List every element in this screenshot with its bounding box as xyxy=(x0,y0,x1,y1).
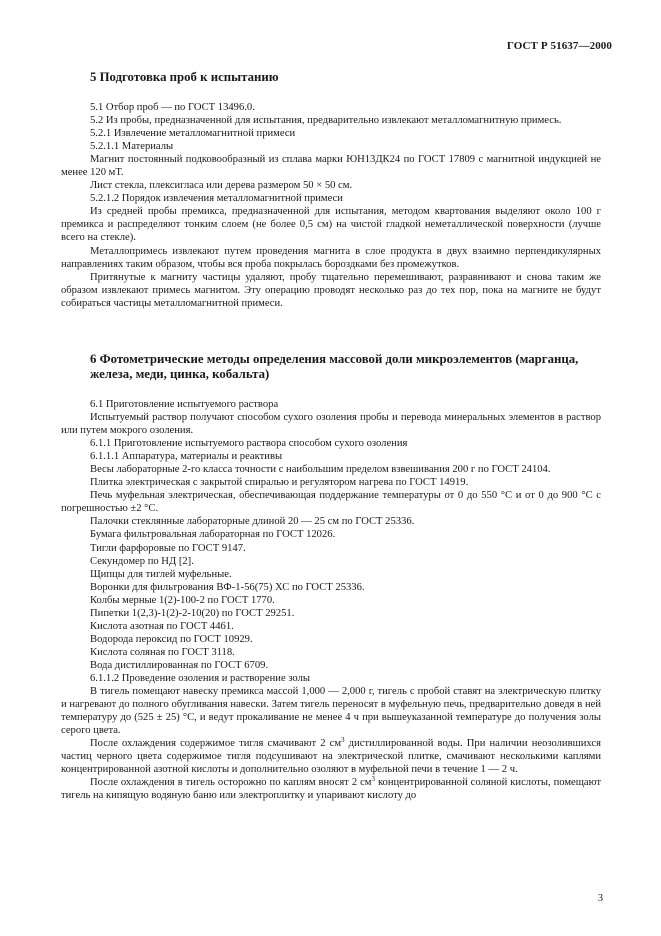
text-run: дистиллированной воды. При наличии неозолившихся частиц черного цвета содержимое тигля подсушивают на электрической плитке, смачивают несколькими каплями концентрированной азотной кислоты и дополнительно озоляют в муфельной печи в течение 1 — 2 ч. xyxy=(61,738,601,776)
superscript: 3 xyxy=(371,775,375,784)
paragraph: 5.2.1.1 Материалы xyxy=(90,141,174,153)
paragraph: Воронки для фильтрования ВФ-1-56(75) ХС по ГОСТ 25336. xyxy=(90,581,365,593)
paragraph: 5.2.1.2 Порядок извлечения металломагнитной примеси xyxy=(90,193,343,205)
paragraph: Водорода пероксид по ГОСТ 10929. xyxy=(90,633,253,645)
paragraph: 6.1.1.2 Проведение озоления и растворение золы xyxy=(90,672,310,684)
paragraph: 5.2.1 Извлечение металломагнитной примеси xyxy=(90,128,296,140)
paragraph: Из средней пробы премикса, предназначенной для испытания, методом квартования выделяют около 100 г премикса и распределяют тонким слоем (не более 0,5 см) на чистой гладкой неметаллической поверхности (лучше всего на стекле). xyxy=(61,206,601,244)
section-5-title: 5 Подготовка проб к испытанию xyxy=(90,70,279,84)
paragraph: Пипетки 1(2,3)-1(2)-2-10(20) по ГОСТ 29251. xyxy=(90,607,295,619)
paragraph: Кислота соляная по ГОСТ 3118. xyxy=(90,646,235,658)
section-5 xyxy=(61,70,601,310)
text-run: После охлаждения в тигель осторожно по каплям вносят 2 см xyxy=(90,777,372,789)
paragraph: Притянутые к магниту частицы удаляют, пробу тщательно перемешивают, разравнивают и снова таким же образом извлекают примесь магнитом. Эту операцию проводят несколько раз до тех пор, пока на магните не будут собираться частицы металломагнитной примеси. xyxy=(61,271,601,309)
paragraph: В тигель помещают навеску премикса массой 1,000 — 2,000 г, тигель с пробой ставят на электрическую плитку и нагревают до полного обугливания навески. Затем тигель переносят в муфельную печь, предварительно доведя в ней температуру до (525 ± 25) °С, и ведут прокаливание не менее 4 ч при вышеуказанной температуре до получения золы серого цвета. xyxy=(61,686,601,737)
paragraph: Испытуемый раствор получают способом сухого озоления пробы и перевода минеральных элементов в раствор или путем мокрого озоления. xyxy=(61,412,601,437)
text-run: концентрированной соляной кислоты, помещают тигель на кипящую водяную баню или электроплитку и упаривают кислоту до xyxy=(61,777,602,802)
paragraph: 5.1 Отбор проб — по ГОСТ 13496.0. xyxy=(90,102,255,113)
paragraph: Магнит постоянный подковообразный из сплава марки ЮН13ДК24 по ГОСТ 17809 с магнитной индукцией не менее 120 мТ. xyxy=(61,154,601,179)
page-number: 3 xyxy=(597,893,603,904)
superscript: 3 xyxy=(341,736,345,745)
text-run: После охлаждения содержимое тигля смачивают 2 см xyxy=(90,738,342,750)
paragraph: Лист стекла, плексигласа или дерева размером 50 × 50 см. xyxy=(90,180,353,192)
paragraph: Вода дистиллированная по ГОСТ 6709. xyxy=(90,659,269,671)
paragraph: Тигли фарфоровые по ГОСТ 9147. xyxy=(90,542,246,554)
paragraph: Металлопримесь извлекают путем проведения магнита в слое продукта в двух взаимно перпендикулярных направлениях таким образом, чтобы вся проба покрылась бороздками без промежутков. xyxy=(61,245,601,270)
paragraph: Колбы мерные 1(2)-100-2 по ГОСТ 1770. xyxy=(90,594,275,606)
paragraph: Печь муфельная электрическая, обеспечивающая поддержание температуры от 0 до 550 °С и от 0 до 900 °С с погрешностью ±2 °С. xyxy=(61,490,601,515)
paragraph: 5.2 Из пробы, предназначенной для испытания, предварительно извлекают металломагнитную примесь. xyxy=(90,115,562,127)
paragraph: Бумага фильтровальная лабораторная по ГОСТ 12026. xyxy=(90,529,336,541)
section-6 xyxy=(61,352,601,802)
paragraph: 6.1 Приготовление испытуемого раствора xyxy=(90,399,279,410)
paragraph: Плитка электрическая с закрытой спиралью и регулятором нагрева по ГОСТ 14919. xyxy=(90,477,469,489)
paragraph: 6.1.1 Приготовление испытуемого раствора способом сухого озоления xyxy=(90,438,408,450)
paragraph: Весы лабораторные 2-го класса точности с наибольшим пределом взвешивания 200 г по ГОСТ 24104. xyxy=(90,464,551,476)
paragraph xyxy=(61,776,601,802)
paragraph xyxy=(61,737,601,776)
paragraph: 6.1.1.1 Аппаратура, материалы и реактивы xyxy=(90,451,283,463)
paragraph: Палочки стеклянные лабораторные длиной 20 — 25 см по ГОСТ 25336. xyxy=(90,516,415,528)
paragraph: Секундомер по НД [2]. xyxy=(90,555,194,567)
paragraph: Щипцы для тиглей муфельные. xyxy=(90,568,232,580)
section-6-title: 6 Фотометрические методы определения массовой доли микроэлементов (марганца, железа, меди, цинка, кобальта) xyxy=(90,352,579,381)
paragraph: Кислота азотная по ГОСТ 4461. xyxy=(90,620,234,632)
document-header: ГОСТ Р 51637—2000 xyxy=(506,40,612,52)
